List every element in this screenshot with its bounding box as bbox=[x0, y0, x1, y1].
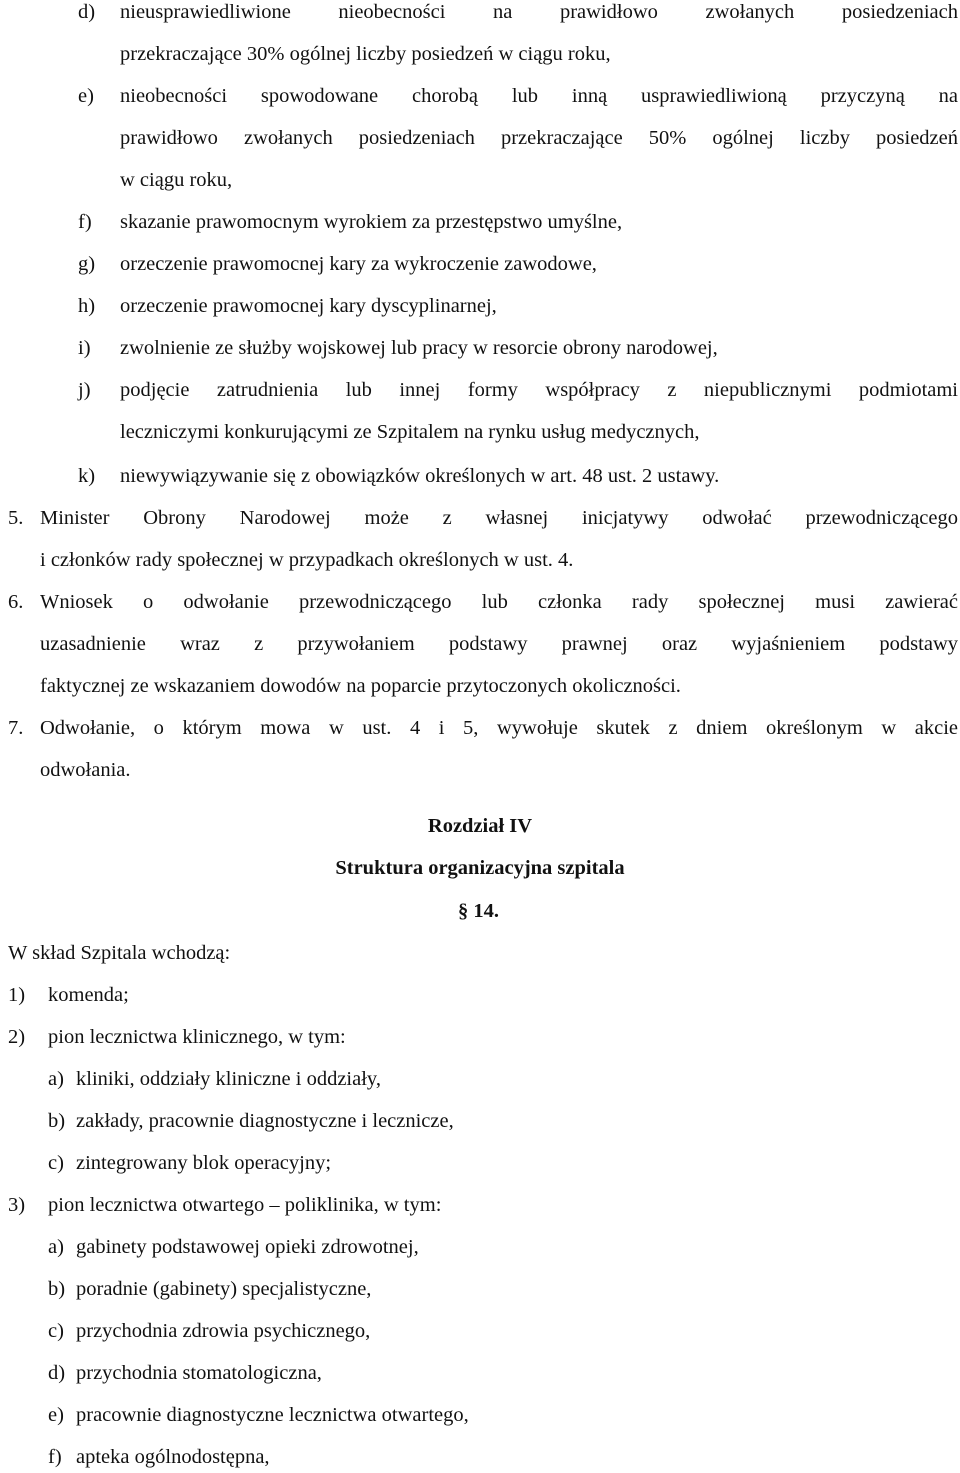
list-item-line: zwolnienie ze służby wojskowej lub pracy w resorcie obrony narodowej, bbox=[120, 337, 718, 359]
list-item-line: leczniczymi konkurującymi ze Szpitalem na rynku usług medycznych, bbox=[120, 421, 700, 443]
structure-sub-item: zakłady, pracownie diagnostyczne i lecznicze, bbox=[76, 1110, 454, 1132]
paragraph-line: odwołania. bbox=[40, 759, 131, 781]
structure-sub-marker: f) bbox=[48, 1446, 62, 1468]
list-item-line: niewywiązywanie się z obowiązków określonych w art. 48 ust. 2 ustawy. bbox=[120, 465, 720, 487]
list-marker: d) bbox=[78, 1, 96, 23]
section-number: § 14. bbox=[458, 900, 499, 922]
structure-sub-marker: a) bbox=[48, 1068, 64, 1090]
structure-sub-item: kliniki, oddziały kliniczne i oddziały, bbox=[76, 1068, 381, 1090]
paragraph-number: 7. bbox=[8, 717, 24, 739]
structure-marker: 2) bbox=[8, 1026, 26, 1048]
paragraph-line: uzasadnienie wraz z przywołaniem podstawy prawnej oraz wyjaśnieniem podstawy bbox=[40, 633, 958, 655]
paragraph-number: 5. bbox=[8, 507, 24, 529]
structure-marker: 1) bbox=[8, 984, 26, 1006]
structure-sub-item: poradnie (gabinety) specjalistyczne, bbox=[76, 1278, 372, 1300]
structure-item: komenda; bbox=[48, 984, 129, 1006]
structure-sub-marker: c) bbox=[48, 1152, 64, 1174]
list-item-line: orzeczenie prawomocnej kary za wykroczenie zawodowe, bbox=[120, 253, 597, 275]
structure-sub-marker: b) bbox=[48, 1278, 66, 1300]
chapter-subtitle: Struktura organizacyjna szpitala bbox=[335, 857, 625, 879]
structure-sub-marker: e) bbox=[48, 1404, 64, 1426]
list-item-line: prawidłowo zwołanych posiedzeniach przekraczające 50% ogólnej liczby posiedzeń bbox=[120, 127, 958, 149]
paragraph-line: Minister Obrony Narodowej może z własnej inicjatywy odwołać przewodniczącego bbox=[40, 507, 958, 529]
list-marker: j) bbox=[78, 379, 91, 401]
paragraph-line: Wniosek o odwołanie przewodniczącego lub członka rady społecznej musi zawierać bbox=[40, 591, 958, 613]
structure-marker: 3) bbox=[8, 1194, 26, 1216]
list-marker: h) bbox=[78, 295, 96, 317]
paragraph-line: faktycznej ze wskazaniem dowodów na poparcie przytoczonych okoliczności. bbox=[40, 675, 681, 697]
paragraph-line: Odwołanie, o którym mowa w ust. 4 i 5, wywołuje skutek z dniem określonym w akcie bbox=[40, 717, 958, 739]
list-item-line: w ciągu roku, bbox=[120, 169, 233, 191]
paragraph-line: i członków rady społecznej w przypadkach określonych w ust. 4. bbox=[40, 549, 574, 571]
list-marker: f) bbox=[78, 211, 92, 233]
structure-sub-item: zintegrowany blok operacyjny; bbox=[76, 1152, 332, 1174]
list-marker: i) bbox=[78, 337, 91, 359]
structure-sub-marker: d) bbox=[48, 1362, 66, 1384]
structure-sub-item: przychodnia stomatologiczna, bbox=[76, 1362, 322, 1384]
list-item-line: nieobecności spowodowane chorobą lub inną usprawiedliwioną przyczyną na bbox=[120, 85, 958, 107]
structure-sub-item: pracownie diagnostyczne lecznictwa otwartego, bbox=[76, 1404, 469, 1426]
list-marker: e) bbox=[78, 85, 94, 107]
structure-sub-marker: c) bbox=[48, 1320, 64, 1342]
structure-intro: W skład Szpitala wchodzą: bbox=[8, 942, 231, 964]
list-item-line: podjęcie zatrudnienia lub innej formy współpracy z niepublicznymi podmiotami bbox=[120, 379, 958, 401]
structure-item: pion lecznictwa otwartego – poliklinika, w tym: bbox=[48, 1194, 442, 1216]
paragraph-number: 6. bbox=[8, 591, 24, 613]
chapter-title: Rozdział IV bbox=[427, 815, 533, 837]
list-marker: g) bbox=[78, 253, 96, 275]
structure-sub-item: apteka ogólnodostępna, bbox=[76, 1446, 270, 1468]
structure-sub-marker: a) bbox=[48, 1236, 64, 1258]
structure-sub-marker: b) bbox=[48, 1110, 66, 1132]
list-item-line: nieusprawiedliwione nieobecności na prawidłowo zwołanych posiedzeniach bbox=[120, 1, 958, 23]
structure-sub-item: gabinety podstawowej opieki zdrowotnej, bbox=[76, 1236, 419, 1258]
list-item-line: przekraczające 30% ogólnej liczby posiedzeń w ciągu roku, bbox=[120, 43, 611, 65]
list-marker: k) bbox=[78, 465, 96, 487]
list-item-line: orzeczenie prawomocnej kary dyscyplinarnej, bbox=[120, 295, 497, 317]
structure-item: pion lecznictwa klinicznego, w tym: bbox=[48, 1026, 346, 1048]
list-item-line: skazanie prawomocnym wyrokiem za przestępstwo umyślne, bbox=[120, 211, 623, 233]
structure-sub-item: przychodnia zdrowia psychicznego, bbox=[76, 1320, 371, 1342]
